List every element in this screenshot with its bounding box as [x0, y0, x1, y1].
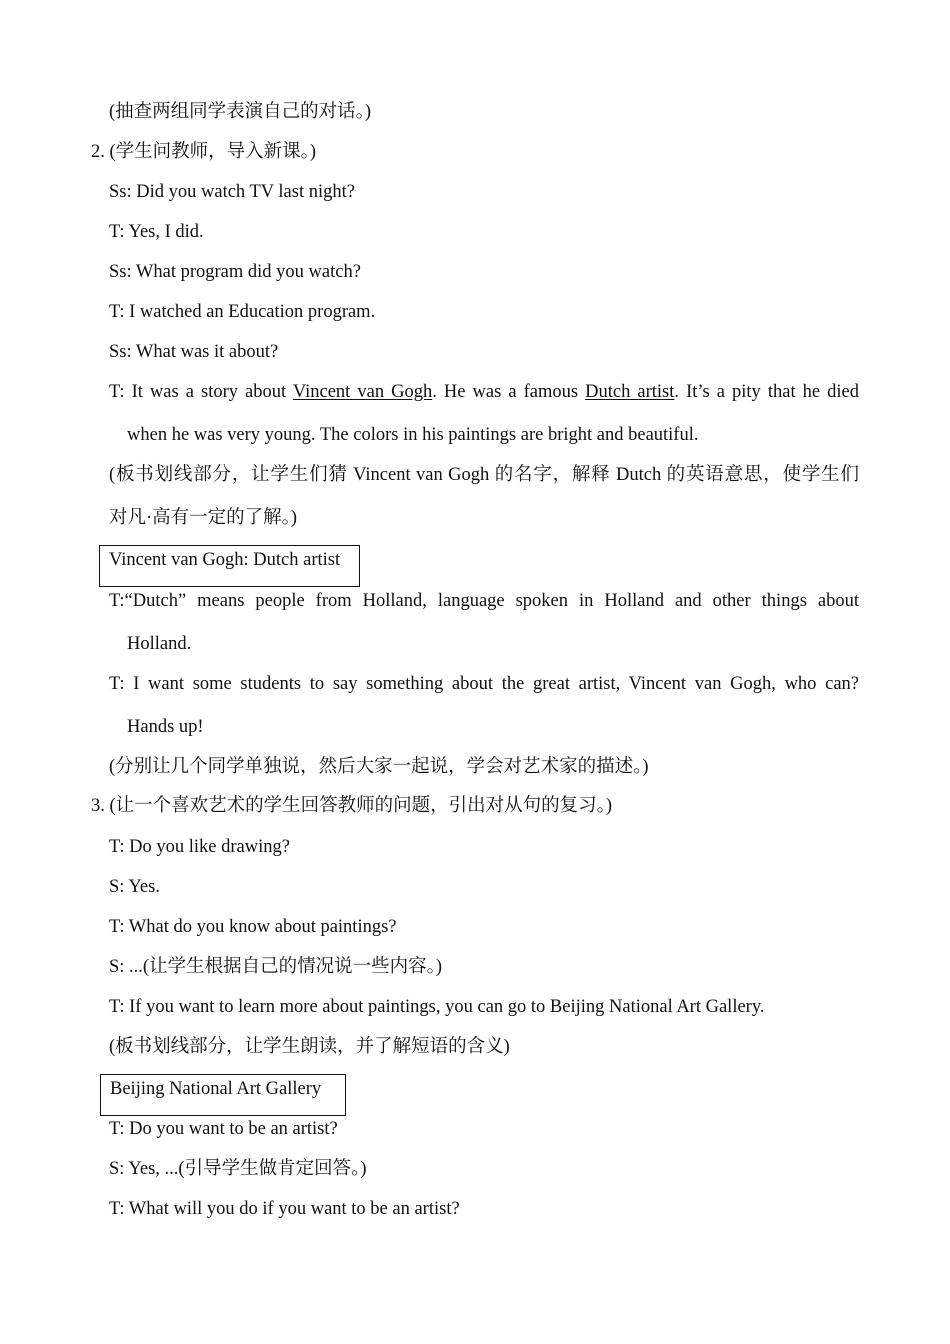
- blackboard-text: Beijing National Art Gallery: [110, 1079, 322, 1099]
- dialogue-line: T: Do you want to be an artist?: [109, 1119, 338, 1139]
- dialogue-line-continued: when he was very young. The colors in his paintings are bright and beautiful.: [127, 425, 699, 445]
- dialogue-line-continued: Hands up!: [127, 717, 204, 737]
- instruction-line: (分别让几个同学单独说，然后大家一起说，学会对艺术家的描述。): [109, 757, 649, 777]
- blackboard-box-van-gogh: [99, 545, 360, 587]
- blackboard-box-gallery: [100, 1074, 346, 1116]
- dialogue-line: T: What will you do if you want to be an artist?: [109, 1199, 460, 1219]
- dialogue-line: T: If you want to learn more about paintings, you can go to Beijing National Art Gallery.: [109, 997, 765, 1017]
- text-segment: . It’s a pity that he died: [674, 382, 860, 402]
- dialogue-line: T: What do you know about paintings?: [109, 917, 397, 937]
- instruction-line-continued: 对凡·高有一定的了解。): [109, 508, 298, 528]
- dialogue-line: Ss: Did you watch TV last night?: [109, 182, 355, 202]
- dialogue-line: Ss: What was it about?: [109, 342, 279, 362]
- dialogue-line: T: Do you like drawing?: [109, 837, 290, 857]
- dialogue-line: T: I watched an Education program.: [109, 302, 376, 322]
- step-3-heading: 3. (让一个喜欢艺术的学生回答教师的问题，引出对从句的复习。): [91, 796, 613, 816]
- instruction-line: (抽查两组同学表演自己的对话。): [109, 102, 372, 122]
- step-2-heading: 2. (学生问教师，导入新课。): [91, 142, 317, 162]
- underlined-dutch-artist: Dutch artist: [585, 382, 675, 402]
- dialogue-paragraph-artist: T: I want some students to say something about the great artist, Vincent van Gogh, who can?: [109, 674, 859, 694]
- underlined-vincent-van-gogh: Vincent van Gogh: [292, 382, 433, 402]
- dialogue-paragraph-dutch: T:“Dutch” means people from Holland, language spoken in Holland and other things about: [109, 591, 859, 611]
- dialogue-line: T: Yes, I did.: [109, 222, 204, 242]
- dialogue-line: S: Yes.: [109, 877, 160, 897]
- blackboard-text: Vincent van Gogh: Dutch artist: [109, 550, 341, 570]
- instruction-line: (板书划线部分，让学生朗读，并了解短语的含义): [109, 1037, 510, 1057]
- dialogue-line: S: ...(让学生根据自己的情况说一些内容。): [109, 957, 443, 977]
- text-segment: T: It was a story about: [109, 382, 293, 402]
- dialogue-line: Ss: What program did you watch?: [109, 262, 361, 282]
- dialogue-line: S: Yes, ...(引导学生做肯定回答。): [109, 1159, 367, 1179]
- text-segment: . He was a famous: [432, 382, 586, 402]
- instruction-paragraph: (板书划线部分，让学生们猜 Vincent van Gogh 的名字，解释 Dutch 的英语意思，使学生们: [109, 465, 859, 485]
- dialogue-paragraph-van-gogh: [109, 380, 859, 404]
- dialogue-line-continued: Holland.: [127, 634, 192, 654]
